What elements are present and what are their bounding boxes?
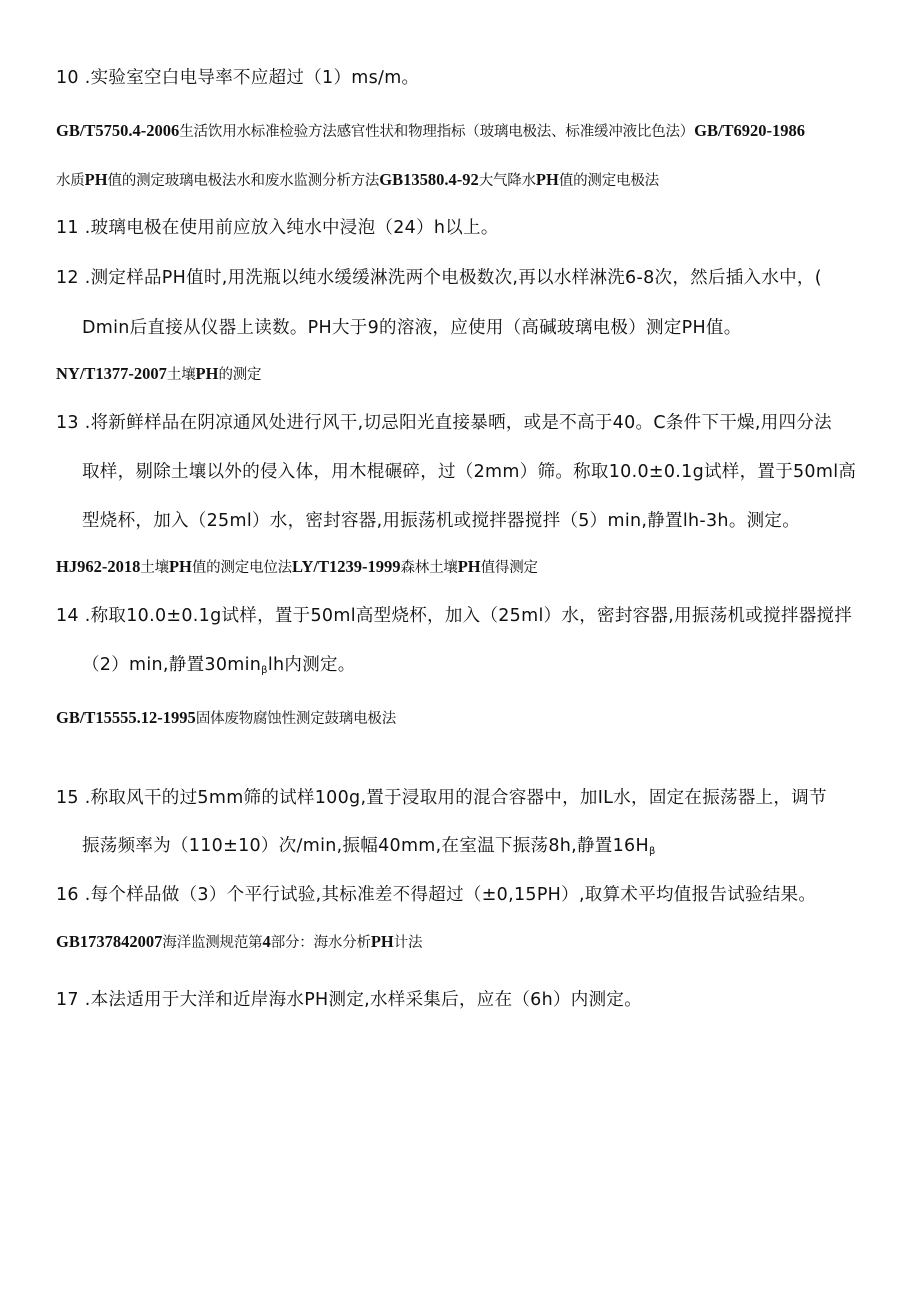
standard-title: 值的测定玻璃电极法水和废水监测分析方法 (107, 173, 380, 189)
item-continuation: 取样，剔除土壤以外的侵入体，用木棍碾碎，过（2mm）筛。称取10.0±0.1g试样，置于50ml高 (82, 462, 857, 482)
item-number: 13 (56, 413, 79, 433)
list-item-12: 12 .测定样品PH值时,用洗瓶以纯水缓缓淋洗两个电极数次,再以水样淋洗6-8次，然后插入水中，( (56, 268, 822, 288)
item-number: 10 (56, 68, 79, 88)
standard-reference (56, 363, 261, 384)
standard-title: 大气降水 (478, 173, 536, 189)
item-text: 每个样品做（3）个平行试验,其标准差不得超过（±0,15PH）,取算术平均值报告试验结果。 (90, 885, 817, 905)
standard-title: 值得测定 (480, 560, 538, 576)
standard-title: 固体废物腐蚀性测定鼓璃电极法 (195, 711, 397, 727)
standard-reference (56, 120, 805, 141)
list-item-13: 13 .将新鲜样品在阴凉通风处进行风干,切忌阳光直接暴晒，或是不高于40。C条件下干燥,用四分法 (56, 413, 832, 433)
item-number: 12 (56, 268, 79, 288)
item-continuation: 型烧杯，加入（25ml）水，密封容器,用振荡机或搅拌器搅拌（5）min,静置lh-3h。测定。 (82, 511, 801, 531)
item-number: 15 (56, 788, 79, 808)
item-continuation (82, 832, 656, 857)
standard-title: 值的测定电极法 (558, 173, 659, 189)
item-number: 16 (56, 885, 79, 905)
item-continuation: Dmin后直接从仪器上读数。PH大于9的溶液，应使用（高碱玻璃电极）测定PH值。 (82, 318, 742, 338)
item-text: lh内测定。 (267, 655, 356, 675)
standard-code: NY/T1377-2007 (56, 364, 167, 383)
item-continuation (82, 651, 356, 676)
standard-code: GB13580.4-92 (379, 170, 479, 189)
standard-code: PH (168, 557, 192, 576)
standard-code: LY/T1239-1999 (291, 557, 401, 576)
standard-code: PH (195, 364, 219, 383)
standard-code: PH (84, 170, 108, 189)
item-number: 11 (56, 218, 79, 238)
item-text: （2）min,静置30min (82, 655, 262, 675)
standard-code: GB1737842007 (56, 932, 163, 951)
subscript-mark: β (648, 846, 656, 857)
item-text: 称取10.0±0.1g试样，置于50ml高型烧杯，加入（25ml）水，密封容器,用振荡机或搅拌器搅拌 (90, 606, 853, 626)
item-text: 实验室空白电导率不应超过（1）ms∕m。 (90, 68, 420, 88)
list-item-15: 15 .称取风干的过5mm筛的试样100g,置于浸取用的混合容器中，加IL水，固定在振荡器上，调节 (56, 788, 827, 808)
standard-code: HJ962-2018 (56, 557, 141, 576)
standard-code: PH (370, 932, 394, 951)
list-item-17: 17 .本法适用于大洋和近岸海水PH测定,水样采集后，应在（6h）内测定。 (56, 990, 643, 1010)
standard-title: 值的测定电位法 (191, 560, 292, 576)
item-text: 将新鲜样品在阴凉通风处进行风干,切忌阳光直接暴晒，或是不高于40。C条件下干燥,用四分法 (90, 413, 832, 433)
standard-code: PH (457, 557, 481, 576)
standard-code: GB/T5750.4-2006 (56, 121, 180, 140)
item-text: 测定样品PH值时,用洗瓶以纯水缓缓淋洗两个电极数次,再以水样淋洗6-8次，然后插入水中，( (90, 268, 822, 288)
item-number: 17 (56, 990, 79, 1010)
item-text: 玻璃电极在使用前应放入纯水中浸泡（24）h以上。 (90, 218, 499, 238)
standard-title: 的测定 (218, 367, 262, 383)
subscript-mark: β (261, 665, 268, 676)
standard-title: 生活饮用水标准检验方法感官性状和物理指标（玻璃电极法、标准缓冲液比色法） (179, 124, 695, 140)
standard-reference (56, 556, 538, 577)
standard-reference (56, 707, 396, 728)
standard-title: 部分：海水分析 (270, 935, 371, 951)
standard-title: 土壤 (140, 560, 169, 576)
standard-code: GB/T6920-1986 (694, 121, 806, 140)
standard-reference (56, 931, 422, 952)
item-text: 称取风干的过5mm筛的试样100g,置于浸取用的混合容器中，加IL水，固定在振荡器上，调节 (90, 788, 827, 808)
standard-title: 计法 (393, 935, 423, 951)
list-item-10: 10 .实验室空白电导率不应超过（1）ms∕m。 (56, 68, 420, 88)
list-item-11: 11 .玻璃电极在使用前应放入纯水中浸泡（24）h以上。 (56, 218, 499, 238)
standard-code: PH (535, 170, 559, 189)
list-item-14: 14 .称取10.0±0.1g试样，置于50ml高型烧杯，加入（25ml）水，密封容器,用振荡机或搅拌器搅拌 (56, 606, 853, 626)
standard-title: 水质 (56, 173, 85, 189)
standard-title: 海洋监测规范第 (162, 935, 263, 951)
standard-code: 4 (262, 932, 271, 951)
standard-title: 森林土壤 (400, 560, 458, 576)
item-number: 14 (56, 606, 79, 626)
list-item-16: 16 .每个样品做（3）个平行试验,其标准差不得超过（±0,15PH）,取算术平均值报告试验结果。 (56, 885, 817, 905)
item-text: 本法适用于大洋和近岸海水PH测定,水样采集后，应在（6h）内测定。 (90, 990, 643, 1010)
standard-title: 土壤 (166, 367, 196, 383)
standard-reference (56, 169, 659, 190)
item-text: 振荡频率为（110±10）次∕min,振幅40mm,在室温下振荡8h,静置16H (82, 836, 649, 856)
standard-code: GB/T15555.12-1995 (56, 708, 196, 727)
